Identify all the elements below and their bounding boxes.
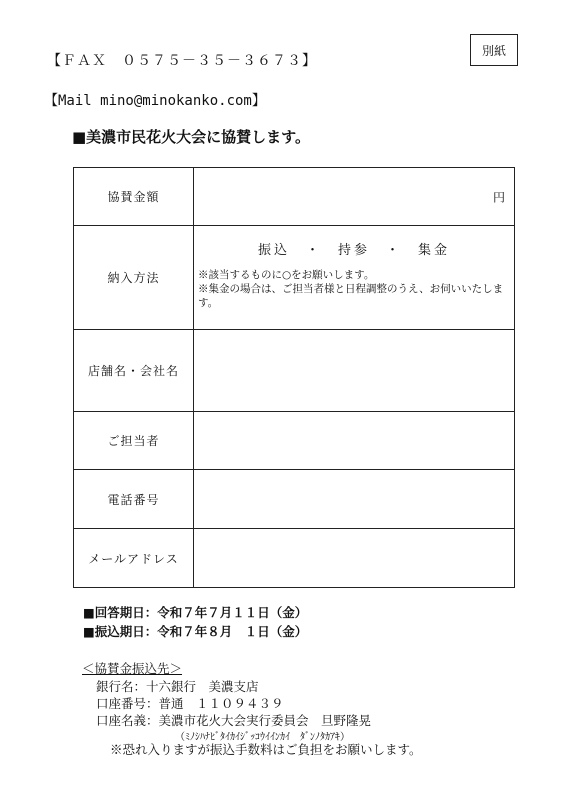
amount-field[interactable] bbox=[194, 168, 515, 226]
method-note-collection: ※集金の場合は、ご担当者様と日程調整のうえ、お伺いいたします。 bbox=[198, 283, 504, 309]
method-options: 振込 ・ 持参 ・ 集金 bbox=[257, 243, 450, 258]
fax-number: 【ＦＡＸ ０５７５－３５－３６７３】 bbox=[47, 53, 317, 69]
account-name: 口座名義：美濃市花火大会実行委員会 旦野隆晃 bbox=[96, 713, 372, 728]
form-row-shop bbox=[74, 330, 515, 412]
attachment-tag bbox=[470, 34, 518, 66]
bank-name: 銀行名：十六銀行 美濃支店 bbox=[96, 679, 259, 694]
email-field[interactable] bbox=[194, 529, 515, 588]
form-row-contact bbox=[74, 412, 515, 470]
method-field[interactable] bbox=[194, 226, 515, 330]
email-label: メールアドレス bbox=[74, 529, 194, 588]
contact-person-label: ご担当者 bbox=[74, 412, 194, 470]
account-number: 口座番号：普通 １１０９４３９ bbox=[96, 696, 284, 711]
account-name-kana: （ﾐﾉｼﾊﾅﾋﾞﾀｲｶｲｼﾞｯｺｳｲｲﾝｶｲ ﾀﾞﾝﾉﾀｶｱｷ） bbox=[175, 732, 350, 743]
form-row-method bbox=[74, 226, 515, 330]
form-row-amount bbox=[74, 168, 515, 226]
mail-address: 【Mail mino@minokanko.com】 bbox=[44, 93, 266, 109]
amount-label: 協賛金額 bbox=[74, 168, 194, 226]
method-note-circle: ※該当するものに○をお願いします。 bbox=[198, 269, 375, 281]
shop-name-field[interactable] bbox=[194, 330, 515, 412]
reply-deadline: ■回答期日：令和７年７月１１日（金） bbox=[83, 605, 308, 620]
form-row-email bbox=[74, 529, 515, 588]
page-title: ■美濃市民花火大会に協賛します。 bbox=[72, 128, 310, 146]
method-label: 納入方法 bbox=[74, 226, 194, 330]
sponsorship-form-table bbox=[73, 167, 515, 588]
form-row-phone bbox=[74, 470, 515, 529]
transfer-deadline: ■振込期日：令和７年８月 １日（金） bbox=[83, 624, 308, 639]
contact-person-field[interactable] bbox=[194, 412, 515, 470]
yen-unit: 円 bbox=[492, 190, 505, 204]
bank-info-title: ＜協賛金振込先＞ bbox=[82, 661, 183, 676]
shop-name-label: 店舗名・会社名 bbox=[74, 330, 194, 412]
attachment-tag-label: 別紙 bbox=[481, 43, 506, 58]
transfer-fee-note: ※恐れ入りますが振込手数料はご負担をお願いします。 bbox=[110, 742, 422, 757]
phone-field[interactable] bbox=[194, 470, 515, 529]
phone-label: 電話番号 bbox=[74, 470, 194, 529]
